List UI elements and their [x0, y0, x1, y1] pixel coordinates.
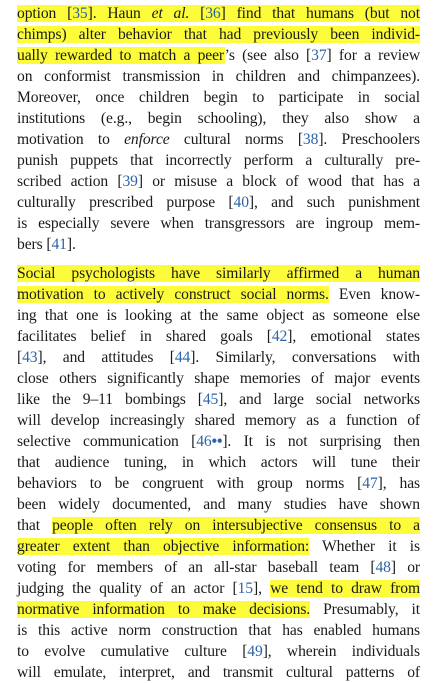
body-text: judging the quality of an actor [15], — [17, 580, 271, 597]
citation-link[interactable]: 40 — [233, 194, 249, 211]
citation-link[interactable]: 43 — [22, 349, 38, 366]
body-text: [43], and attitudes [44]. Similarly, conversations with — [17, 349, 421, 366]
highlighted-text: option [35]. Haun et al. [36] find that humans (but not — [17, 5, 420, 22]
text-line — [17, 662, 420, 683]
citation-link[interactable]: 38 — [302, 131, 319, 148]
text-line — [17, 24, 420, 45]
text-line — [17, 150, 420, 171]
text-line — [17, 87, 420, 108]
text-line — [17, 473, 420, 494]
body-text: been widely documented, and many studies have shown — [17, 496, 420, 513]
text-line — [17, 368, 420, 389]
text-line — [17, 3, 420, 24]
text-line — [17, 234, 420, 255]
body-text: ’s (see also [37] for a review — [224, 47, 420, 64]
body-text: Presumably, it — [310, 601, 420, 618]
body-text: is this active norm construction that has enabled humans — [17, 622, 420, 639]
text-line — [17, 66, 420, 87]
text-line — [17, 410, 420, 431]
citation-link[interactable]: 49 — [247, 643, 263, 660]
citation-link[interactable]: 46•• — [196, 433, 223, 450]
text-line — [17, 326, 420, 347]
text-line — [17, 284, 420, 305]
citation-link[interactable]: 37 — [311, 47, 327, 64]
text-line — [17, 129, 420, 150]
citation-link[interactable]: 39 — [122, 173, 138, 190]
body-text: ing that one is looking at the same object as someone else — [17, 307, 420, 324]
body-text: culturally prescribed purpose [40], and such punishment — [17, 194, 420, 211]
body-text: will emulate, interpret, and transmit cultural patterns of — [17, 664, 420, 681]
highlighted-text: people often rely on intersubjective consensus to a — [52, 517, 420, 534]
emphasis-text: et al. — [151, 5, 190, 22]
body-text: punish puppets that incorrectly perform a culturally pre- — [17, 152, 420, 169]
citation-link[interactable]: 44 — [174, 349, 191, 366]
body-text: voting for members of an all-star baseball team [48] or — [17, 559, 420, 576]
text-line — [17, 452, 420, 473]
text-line — [17, 263, 420, 284]
text-line — [17, 171, 420, 192]
citation-link[interactable]: 35 — [72, 5, 88, 22]
text-line — [17, 213, 420, 234]
text-line — [17, 45, 420, 66]
body-text: that audience tuning, in which actors will tune their — [17, 454, 420, 471]
body-text: motivation to enforce cultural norms [38]. Preschoolers — [17, 131, 420, 148]
highlighted-text: normative information to make decisions. — [17, 601, 311, 618]
citation-link[interactable]: 36 — [205, 5, 221, 22]
highlighted-text: we tend to draw from — [270, 580, 420, 597]
text-line — [17, 620, 420, 641]
highlighted-text: motivation to actively construct social norms. — [17, 286, 329, 303]
body-text: Moreover, once children begin to participate in social — [17, 89, 420, 106]
text-line — [17, 494, 420, 515]
text-line — [17, 389, 420, 410]
body-text: institutions (e.g., begin schooling), they also show a — [17, 110, 420, 127]
body-text: close others significantly shape memories of major events — [17, 370, 420, 387]
text-line — [17, 305, 420, 326]
citation-link[interactable]: 15 — [237, 580, 254, 597]
body-text: that — [17, 517, 53, 534]
text-line — [17, 599, 420, 620]
highlighted-text: chimps) alter behavior that had previously been individ- — [17, 26, 420, 43]
body-text: Even know- — [328, 286, 420, 303]
highlighted-text: greater extent than objective information: — [17, 538, 310, 555]
citation-link[interactable]: 42 — [271, 328, 288, 345]
text-line — [17, 108, 420, 129]
text-line — [17, 431, 420, 452]
citation-link[interactable]: 41 — [51, 236, 67, 253]
emphasis-text: enforce — [124, 131, 170, 148]
body-text: is especially severe when transgressors are ingroup mem- — [17, 215, 420, 232]
body-text: Whether it is — [309, 538, 420, 555]
text-line — [17, 578, 420, 599]
body-text: facilitates belief in shared goals [42], emotional states — [17, 328, 421, 345]
body-text: selective communication [46••]. It is not surprising then — [17, 433, 420, 450]
body-text: to evolve cumulative culture [49], wherein individuals — [17, 643, 421, 660]
text-line — [17, 347, 420, 368]
citation-link[interactable]: 47 — [362, 475, 378, 492]
body-text: behaviors to be congruent with group norms [47], has — [17, 475, 420, 492]
body-text: like the 9–11 bombings [45], and large social networks — [17, 391, 420, 408]
body-text: scribed action [39] or misuse a block of wood that has a — [17, 173, 420, 190]
citation-link[interactable]: 45 — [202, 391, 219, 408]
text-line — [17, 536, 420, 557]
text-line — [17, 641, 420, 662]
body-text: will develop increasingly shared memory as a function of — [17, 412, 420, 429]
highlighted-text: ually rewarded to match a peer — [17, 47, 225, 64]
citation-link[interactable]: 48 — [375, 559, 391, 576]
text-line — [17, 192, 420, 213]
highlighted-text: Social psychologists have similarly affirmed a human — [17, 265, 420, 282]
body-text: bers [41]. — [17, 236, 76, 253]
body-text: on conformist transmission in children and chimpanzees). — [17, 68, 420, 85]
text-line — [17, 515, 420, 536]
text-line — [17, 557, 420, 578]
